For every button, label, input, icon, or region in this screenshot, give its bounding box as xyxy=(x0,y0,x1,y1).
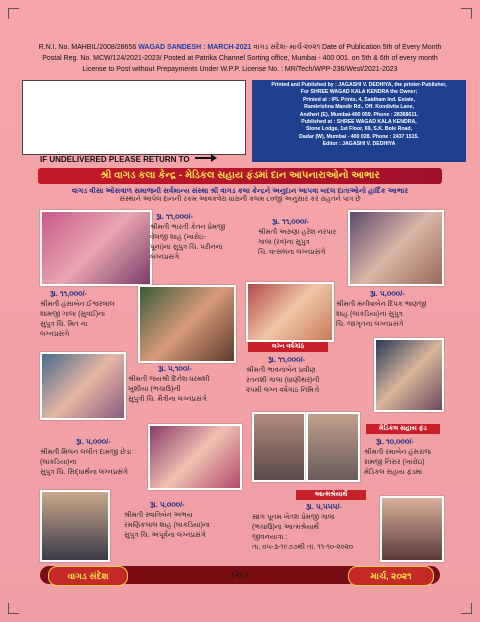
portrait-photo xyxy=(252,412,306,482)
donor-text xyxy=(252,513,353,553)
donor-line: શ્રીમતી જયશ્રી દિનેશ ધરમશી xyxy=(128,376,210,383)
donor-line: શ્રીમતી મનીષાબેન દિપક ભાણજી xyxy=(336,301,427,308)
publisher-line: Editor : JAGASHI V. DEDHIYA xyxy=(322,141,396,148)
donor-line: ખુશીયા (ભચાઉ)ની xyxy=(128,386,181,393)
donor-text xyxy=(40,448,131,478)
donation-amount: રૂા. ૧૧,૦૦૦/- xyxy=(50,289,88,298)
donor-line: જીવનયાત્રા : xyxy=(252,534,288,541)
donor-line: રમણિકલાલ શાહ (લાકડિયા)ના xyxy=(124,522,210,529)
memorial-ribbon: આત્મશ્રેયાર્થે xyxy=(296,490,366,500)
header-line-2: Postal Reg. No. MCW/124/2021-2023/ Posted at Patrika Channel Sorting office, Mumbai - 400 001. on 5th & 6th of every month xyxy=(42,55,438,62)
donation-amount: રૂા. ૫,૦૦૦/- xyxy=(150,500,185,509)
crop-mark-tr xyxy=(461,8,472,19)
donor-line: ગાલા (રવ)ના સુપુત્ર xyxy=(258,239,310,246)
donor-text xyxy=(364,448,431,478)
donor-line: શ્રીમતી સ્વાતિબેન અભય xyxy=(124,512,193,519)
header-line-3: License to Post without Prepayments Under W.P.P. License No. : MR/Tech/WPP-236/West/2021-2023 xyxy=(82,66,398,73)
donor-line: સુપુત્રી ચિ. મૈત્રીના લગ્નપ્રસંગે xyxy=(128,396,207,403)
anniversary-ribbon: લગ્ન વર્ષગાંઠ xyxy=(248,342,328,352)
donor-line: રામજી નિસર (ખારોઇ) xyxy=(364,459,425,466)
donor-line: ૨૫મી લગ્ન વર્ષગાંઠ નિમિત્તે xyxy=(246,387,320,394)
donor-line: રતનશી ગાલા (ધાણીથર)ની xyxy=(246,377,320,384)
donor-line: શામજી ગાલા (સુવઈ)ના xyxy=(40,311,106,318)
donor-line: શ્રીમતી રમાબેન હંસરાજ xyxy=(364,449,431,456)
header-line-1 xyxy=(0,43,480,52)
donor-line: વેલજી શાહ (ખારોઇ- xyxy=(150,234,206,241)
footer-magazine-name: વાગડ સંદેશ xyxy=(48,566,128,586)
donor-line: લગ્નપ્રસંગે xyxy=(150,254,180,261)
donation-amount: રૂા. ૧૧,૦૦૦/- xyxy=(272,217,310,226)
publisher-line: Printed at : IPL Prints, 4, Saidham Ind. Estate, xyxy=(302,96,416,103)
donation-amount: રૂા. ૫,૦૦૦/- xyxy=(370,289,405,298)
publisher-line: Andheri (E), Mumbai-400 059. Phone : 28368611. xyxy=(299,111,419,118)
headline-banner: શ્રી વાગડ કલા કેન્દ્ર - મેડિકલ સહાય ફંડમાં દાન આપનારાઓનો આભાર xyxy=(38,168,442,184)
publisher-line: Stone Lodge, 1st Floor, 69, S.K. Bole Road, xyxy=(305,126,413,133)
portrait-photo xyxy=(40,490,110,562)
address-box xyxy=(22,80,246,155)
donor-text xyxy=(150,223,225,263)
donation-amount: રૂા. ૫,૧૦૦/- xyxy=(158,364,192,373)
brand-title: WAGAD SANDESH : MARCH-2021 xyxy=(138,44,252,51)
donor-line: શ્રીમતી ભાવનાબેન પ્રવીણ xyxy=(246,367,316,374)
couple-photo xyxy=(348,210,444,286)
donor-line: ચિ. જાગૃતના લગ્નપ્રસંગે xyxy=(336,321,404,328)
donor-line: (લાકડિયા)ના xyxy=(40,459,77,466)
donor-line: તા. ૦૫-૩-૧૯૭૭થી તા. ૧૧-૧૦-૨૦૨૦ xyxy=(252,544,354,551)
donation-amount: રૂા. ૫,૫૫૫/- xyxy=(306,502,342,511)
footer-issue-date: માર્ચ, ૨૦૨૧ xyxy=(348,566,434,586)
donor-line: શ્રીમતી ભારતી કેતન પ્રેમજી xyxy=(150,224,226,231)
couple-photo xyxy=(40,352,126,420)
publisher-line: Dadar (W), Mumbai - 400 028. Phone : 2437 1515. xyxy=(299,133,419,140)
donation-amount: રૂા. ૧૧,૦૦૦/- xyxy=(156,212,194,221)
publisher-line: Ramkrishna Mandir Rd., Off. Kondivita Lane, xyxy=(304,104,414,111)
undelivered-label xyxy=(40,154,217,164)
donor-text xyxy=(128,375,209,405)
publisher-line: For SHREE WAGAD KALA KENDRA the Owner; xyxy=(300,89,418,96)
crop-mark-br xyxy=(461,603,472,614)
publisher-line: Published at : SHREE WAGAD KALA KENDRA, xyxy=(301,119,417,126)
crop-mark-bl xyxy=(8,603,19,614)
donor-line: ચિ. વત્સલના લગ્નપ્રસંગે xyxy=(258,249,326,256)
donor-line: શ્રીમતી હંસાબેન ઈશ્વરલાલ xyxy=(40,301,115,308)
page-number: (૨૮) xyxy=(231,569,249,579)
tax-note: સંસ્થાને આપેલ દાનની રકમ આવકવેરા ધારાની કલમ ૮૦જી અનુસાર કર રાહતને પાત્ર છે xyxy=(119,196,361,203)
couple-photo xyxy=(138,285,236,363)
subheading: વાગડ વીસા ઓસવાળ સમાજની સર્વમાન્ય સંસ્થા શ્રી વાગડ કલા કેન્દ્રને અનુદાન આપવા બદલ દાતાઓનો હાર્દિક આભાર xyxy=(71,186,409,195)
rni-number: R.N.I. No. MAHBIL/2008/28656 xyxy=(38,44,137,51)
crop-mark-tl xyxy=(8,8,19,19)
donor-line: પૂના)ના સુપુત્ર ચિ. પરીનના xyxy=(150,244,223,251)
donor-text xyxy=(40,300,115,340)
donor-text xyxy=(336,300,426,330)
publisher-info xyxy=(252,80,466,162)
couple-photo xyxy=(246,282,334,342)
donor-line: (ભચાઉ)ના આત્મશ્રેયાર્થે xyxy=(252,524,320,531)
donor-text xyxy=(124,511,210,541)
donor-line: શ્રીમતી અરુણા હરેશ નરપાર xyxy=(258,229,337,236)
donor-text xyxy=(246,366,319,396)
couple-photo xyxy=(148,424,242,490)
donation-amount: રૂા. ૧૧,૦૦૦/- xyxy=(268,355,306,364)
couple-photo xyxy=(40,210,152,286)
donation-amount: રૂા. ૧૦,૦૦૦/- xyxy=(376,437,414,446)
portrait-photo xyxy=(306,412,360,482)
publisher-line: Printed and Published by : JAGASHI V. DEDHIYA, the printer-Publisher, xyxy=(271,82,447,88)
donor-line: સ્વ્રગ પૂનમ ખેતશ પ્રેમજી ગાલા xyxy=(252,514,335,521)
couple-photo xyxy=(374,338,444,412)
donor-line: શ્રીમતી મિલન લલીત દામજી છેડા xyxy=(40,449,132,456)
donor-line: સુપુત્ર ચિ. અપૂર્વના લગ્નપ્રસંગે xyxy=(124,532,206,539)
medical-fund-ribbon: મેડિકલ સહાય ફંડ xyxy=(366,424,440,434)
donor-line: મેડિકલ સહાય ફંડમાં xyxy=(364,469,423,476)
right-arrow-icon xyxy=(195,154,217,164)
donor-line: સુપુત્ર ચિ. મિત ના xyxy=(40,321,88,328)
donor-text xyxy=(258,228,336,258)
donor-line: લગ્નપ્રસંગે xyxy=(40,331,70,338)
donation-amount: રૂા. ૫,૦૦૦/- xyxy=(76,437,111,446)
donor-line: શાહ (લાકડિયા)ના સુપુત્ર xyxy=(336,311,403,318)
publication-date: વાગડ સંદેશ- માર્ચ-૨૦૨૧ Date of Publication 5th of Every Month xyxy=(253,44,442,51)
portrait-photo xyxy=(380,496,444,562)
undelivered-text: IF UNDELIVERED PLEASE RETURN TO xyxy=(40,155,190,164)
donor-line: સુપુત્ર ચિ. સિદ્ધાર્થના લગ્નપ્રસંગે xyxy=(40,469,129,476)
